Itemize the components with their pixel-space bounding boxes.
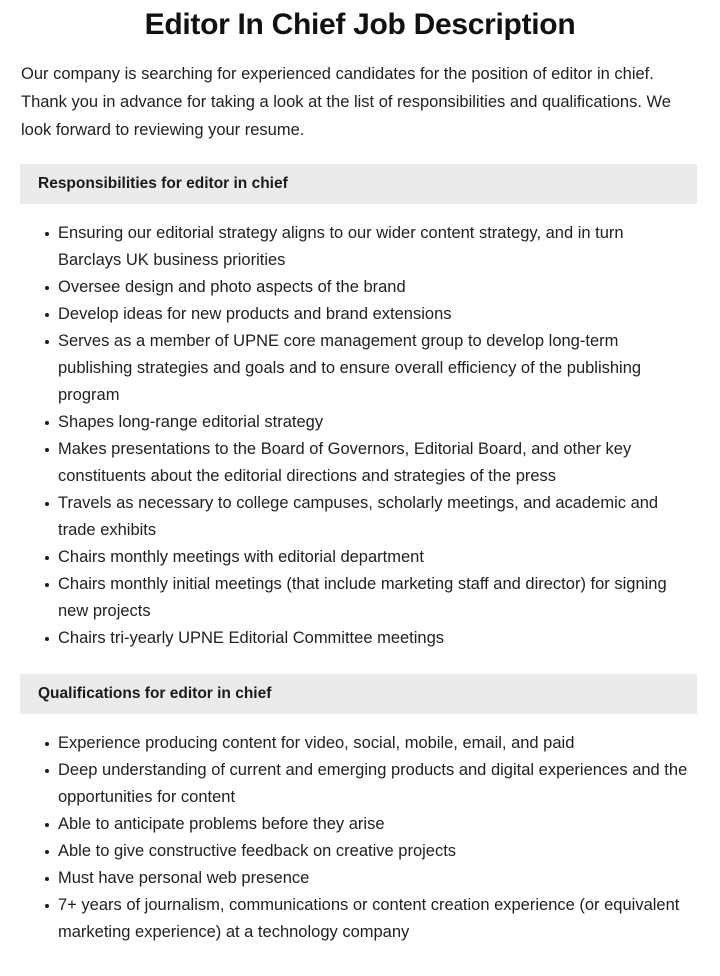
list-item: Oversee design and photo aspects of the brand [0, 274, 720, 301]
section-qualifications [0, 674, 720, 946]
list-item: 7+ years of journalism, communications or content creation experience (or equivalent marketing experience) at a technology company [0, 892, 720, 946]
list-item: Deep understanding of current and emerging products and digital experiences and the opportunities for content [0, 757, 720, 811]
list-item: Ensuring our editorial strategy aligns to our wider content strategy, and in turn Barclays UK business priorities [0, 220, 720, 274]
list-item: Serves as a member of UPNE core management group to develop long-term publishing strategies and goals and to ensure overall efficiency of the publishing program [0, 328, 720, 409]
list-item: Makes presentations to the Board of Governors, Editorial Board, and other key constituents about the editorial directions and strategies of the press [0, 436, 720, 490]
section-heading-label: Responsibilities for editor in chief [38, 175, 288, 192]
section-heading-label: Qualifications for editor in chief [38, 685, 272, 702]
list-item: Experience producing content for video, social, mobile, email, and paid [0, 730, 720, 757]
list-item: Chairs monthly initial meetings (that include marketing staff and director) for signing new projects [0, 571, 720, 625]
list-item: Able to anticipate problems before they arise [0, 811, 720, 838]
list-item: Travels as necessary to college campuses, scholarly meetings, and academic and trade exhibits [0, 490, 720, 544]
list-item: Must have personal web presence [0, 865, 720, 892]
list-item: Chairs monthly meetings with editorial department [0, 544, 720, 571]
list-item: Able to give constructive feedback on creative projects [0, 838, 720, 865]
section-responsibilities [0, 164, 720, 652]
list-item: Shapes long-range editorial strategy [0, 409, 720, 436]
qualifications-list [0, 730, 720, 946]
page-title: Editor In Chief Job Description [144, 8, 576, 41]
section-header-responsibilities [20, 164, 697, 204]
list-item: Develop ideas for new products and brand extensions [0, 301, 720, 328]
intro-paragraph: Our company is searching for experienced candidates for the position of editor in chief. Thank you in advance for taking a look at the list of responsibilities and qualifications. We look forward to reviewing your resume. [21, 65, 671, 139]
section-header-qualifications [20, 674, 697, 714]
responsibilities-list [0, 220, 720, 652]
list-item: Chairs tri-yearly UPNE Editorial Committee meetings [0, 625, 720, 652]
